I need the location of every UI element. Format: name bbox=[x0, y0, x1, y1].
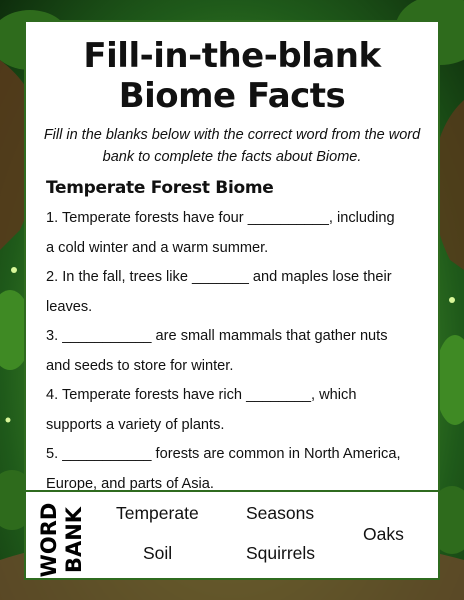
section-heading: Temperate Forest Biome bbox=[46, 178, 274, 198]
worksheet-title bbox=[26, 36, 438, 116]
word-bank-label-line-2: BANK bbox=[62, 506, 86, 574]
fact-line: and seeds to store for winter. bbox=[46, 357, 234, 374]
fact-line: 5. ___________ forests are common in North America, bbox=[46, 446, 401, 462]
word-bank-word: Soil bbox=[143, 543, 173, 563]
title-line-2: Biome Facts bbox=[118, 76, 346, 116]
fact-line: Europe, and parts of Asia. bbox=[46, 475, 214, 492]
worksheet-panel bbox=[24, 20, 440, 580]
fact-line: leaves. bbox=[46, 298, 93, 315]
fact-line: 4. Temperate forests have rich ________, which bbox=[46, 387, 357, 403]
word-bank-word: Squirrels bbox=[246, 543, 316, 563]
word-bank bbox=[26, 490, 438, 578]
word-bank-word: Oaks bbox=[363, 524, 404, 544]
word-bank-word: Seasons bbox=[246, 503, 315, 523]
instructions: Fill in the blanks below with the correct word from the word bank to complete the facts about Biome. bbox=[43, 127, 421, 165]
word-bank-word: Temperate bbox=[116, 503, 199, 523]
fact-line: a cold winter and a warm summer. bbox=[46, 239, 269, 256]
facts-list bbox=[46, 204, 424, 499]
fact-line: supports a variety of plants. bbox=[46, 416, 225, 433]
word-bank-label bbox=[32, 502, 88, 578]
fact-line: 1. Temperate forests have four __________, including bbox=[46, 210, 395, 226]
word-bank-label-line-1: WORD bbox=[37, 502, 61, 578]
title-line-1: Fill-in-the-blank bbox=[83, 36, 381, 76]
fact-line: 3. ___________ are small mammals that gather nuts bbox=[46, 328, 388, 344]
fact-line: 2. In the fall, trees like _______ and maples lose their bbox=[46, 269, 392, 285]
